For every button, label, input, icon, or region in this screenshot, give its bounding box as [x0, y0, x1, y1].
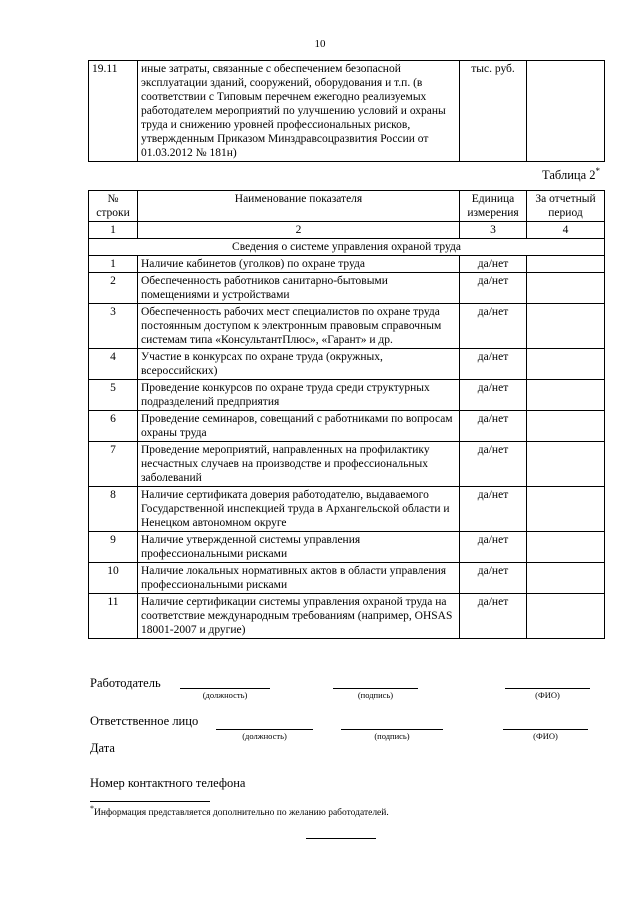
- unit-cell: да/нет: [460, 349, 527, 380]
- header-num: № строки: [89, 191, 138, 222]
- header-number-row: [89, 222, 605, 239]
- value-cell[interactable]: [527, 532, 605, 563]
- table-row: [89, 61, 605, 162]
- table-row: [89, 442, 605, 487]
- header-name: Наименование показателя: [138, 191, 460, 222]
- employer-position-line[interactable]: [180, 688, 270, 689]
- table-body: [89, 256, 605, 639]
- employer-name-line[interactable]: [505, 688, 590, 689]
- footnote-divider: [90, 801, 210, 802]
- name-caption: (ФИО): [535, 690, 560, 700]
- indicator-name: Наличие сертификации системы управления охраной труда на соответствие международным требованиям (например, OHSAS 18001-2007 и другие): [138, 594, 460, 639]
- header-unit: Единица измерения: [460, 191, 527, 222]
- continuation-table: [88, 60, 605, 162]
- value-cell[interactable]: [527, 273, 605, 304]
- unit-cell: да/нет: [460, 594, 527, 639]
- responsible-signature-line[interactable]: [341, 729, 443, 730]
- indicator-name: Проведение семинаров, совещаний с работниками по вопросам охраны труда: [138, 411, 460, 442]
- table-row: [89, 304, 605, 349]
- row-number: 19.11: [89, 61, 138, 162]
- row-number: 1: [89, 256, 138, 273]
- header-row: [89, 191, 605, 222]
- name-caption: (ФИО): [533, 731, 558, 741]
- table2-label: Таблица 2*: [542, 166, 600, 183]
- safety-management-table: [88, 190, 605, 639]
- table-row: [89, 594, 605, 639]
- row-number: 5: [89, 380, 138, 411]
- table-row: [89, 349, 605, 380]
- responsible-name-line[interactable]: [503, 729, 588, 730]
- row-number: 6: [89, 411, 138, 442]
- value-cell[interactable]: [527, 256, 605, 273]
- table-row: [89, 411, 605, 442]
- unit-cell: да/нет: [460, 380, 527, 411]
- value-cell[interactable]: [527, 411, 605, 442]
- row-number: 3: [89, 304, 138, 349]
- header-number: 2: [138, 222, 460, 239]
- indicator-name: Наличие сертификата доверия работодателю, выдаваемого Государственной инспекцией труда в Архангельской области и Ненецком автономном округе: [138, 487, 460, 532]
- indicator-name: Обеспеченность рабочих мест специалистов по охране труда постоянным доступом к электронным правовым справочным системам типа «КонсультантПлюс», «Гарант» и др.: [138, 304, 460, 349]
- signature-caption: (подпись): [374, 731, 410, 741]
- unit-cell: да/нет: [460, 273, 527, 304]
- footnote: *Информация представляется дополнительно по желанию работодателей.: [90, 804, 389, 819]
- unit-cell: да/нет: [460, 304, 527, 349]
- indicator-name: Наличие утвержденной системы управления профессиональными рисками: [138, 532, 460, 563]
- unit-cell: да/нет: [460, 532, 527, 563]
- unit-cell: тыс. руб.: [460, 61, 527, 162]
- indicator-name: иные затраты, связанные с обеспечением безопасной эксплуатации зданий, сооружений, оборудования и т.п. (в соответствии с Типовым перечнем ежегодно реализуемых работодателем мероприятий по улучшению условий и охраны труда и снижению уровней профессиональных рисков, утвержденным Приказом Минздравсоцразвития России от 01.03.2012 № 181н): [138, 61, 460, 162]
- table-row: [89, 256, 605, 273]
- unit-cell: да/нет: [460, 256, 527, 273]
- header-period: За отчетный период: [527, 191, 605, 222]
- row-number: 2: [89, 273, 138, 304]
- table-row: [89, 380, 605, 411]
- row-number: 9: [89, 532, 138, 563]
- value-cell[interactable]: [527, 349, 605, 380]
- value-cell[interactable]: [527, 304, 605, 349]
- indicator-name: Наличие кабинетов (уголков) по охране труда: [138, 256, 460, 273]
- employer-label: Работодатель: [90, 676, 161, 690]
- value-cell[interactable]: [527, 380, 605, 411]
- value-cell[interactable]: [527, 594, 605, 639]
- table-row: [89, 273, 605, 304]
- row-number: 4: [89, 349, 138, 380]
- value-cell[interactable]: [527, 442, 605, 487]
- header-number: 3: [460, 222, 527, 239]
- header-number: 4: [527, 222, 605, 239]
- indicator-name: Обеспеченность работников санитарно-бытовыми помещениями и устройствами: [138, 273, 460, 304]
- signature-caption: (подпись): [357, 690, 394, 700]
- unit-cell: да/нет: [460, 563, 527, 594]
- table-row: [89, 532, 605, 563]
- row-number: 8: [89, 487, 138, 532]
- value-cell[interactable]: [527, 487, 605, 532]
- responsible-label: Ответственное лицо: [90, 714, 199, 728]
- unit-cell: да/нет: [460, 487, 527, 532]
- unit-cell: да/нет: [460, 411, 527, 442]
- header-number: 1: [89, 222, 138, 239]
- value-cell[interactable]: [527, 563, 605, 594]
- section-row: [89, 239, 605, 256]
- value-cell[interactable]: [527, 61, 605, 162]
- position-caption: (должность): [202, 690, 248, 700]
- row-number: 7: [89, 442, 138, 487]
- unit-cell: да/нет: [460, 442, 527, 487]
- position-caption: (должность): [242, 731, 287, 741]
- table-row: [89, 487, 605, 532]
- page-number: 10: [314, 38, 326, 50]
- date-label: Дата: [90, 741, 115, 755]
- section-title: Сведения о системе управления охраной труда: [89, 239, 605, 256]
- phone-label: Номер контактного телефона: [90, 776, 246, 790]
- row-number: 11: [89, 594, 138, 639]
- indicator-name: Участие в конкурсах по охране труда (окружных, всероссийских): [138, 349, 460, 380]
- employer-signature-line[interactable]: [333, 688, 418, 689]
- responsible-position-line[interactable]: [216, 729, 313, 730]
- row-number: 10: [89, 563, 138, 594]
- end-divider: [306, 838, 376, 839]
- indicator-name: Проведение конкурсов по охране труда среди структурных подразделений предприятия: [138, 380, 460, 411]
- indicator-name: Наличие локальных нормативных актов в области управления профессиональными рисками: [138, 563, 460, 594]
- table-row: [89, 563, 605, 594]
- indicator-name: Проведение мероприятий, направленных на профилактику несчастных случаев на производстве и профессиональных заболеваний: [138, 442, 460, 487]
